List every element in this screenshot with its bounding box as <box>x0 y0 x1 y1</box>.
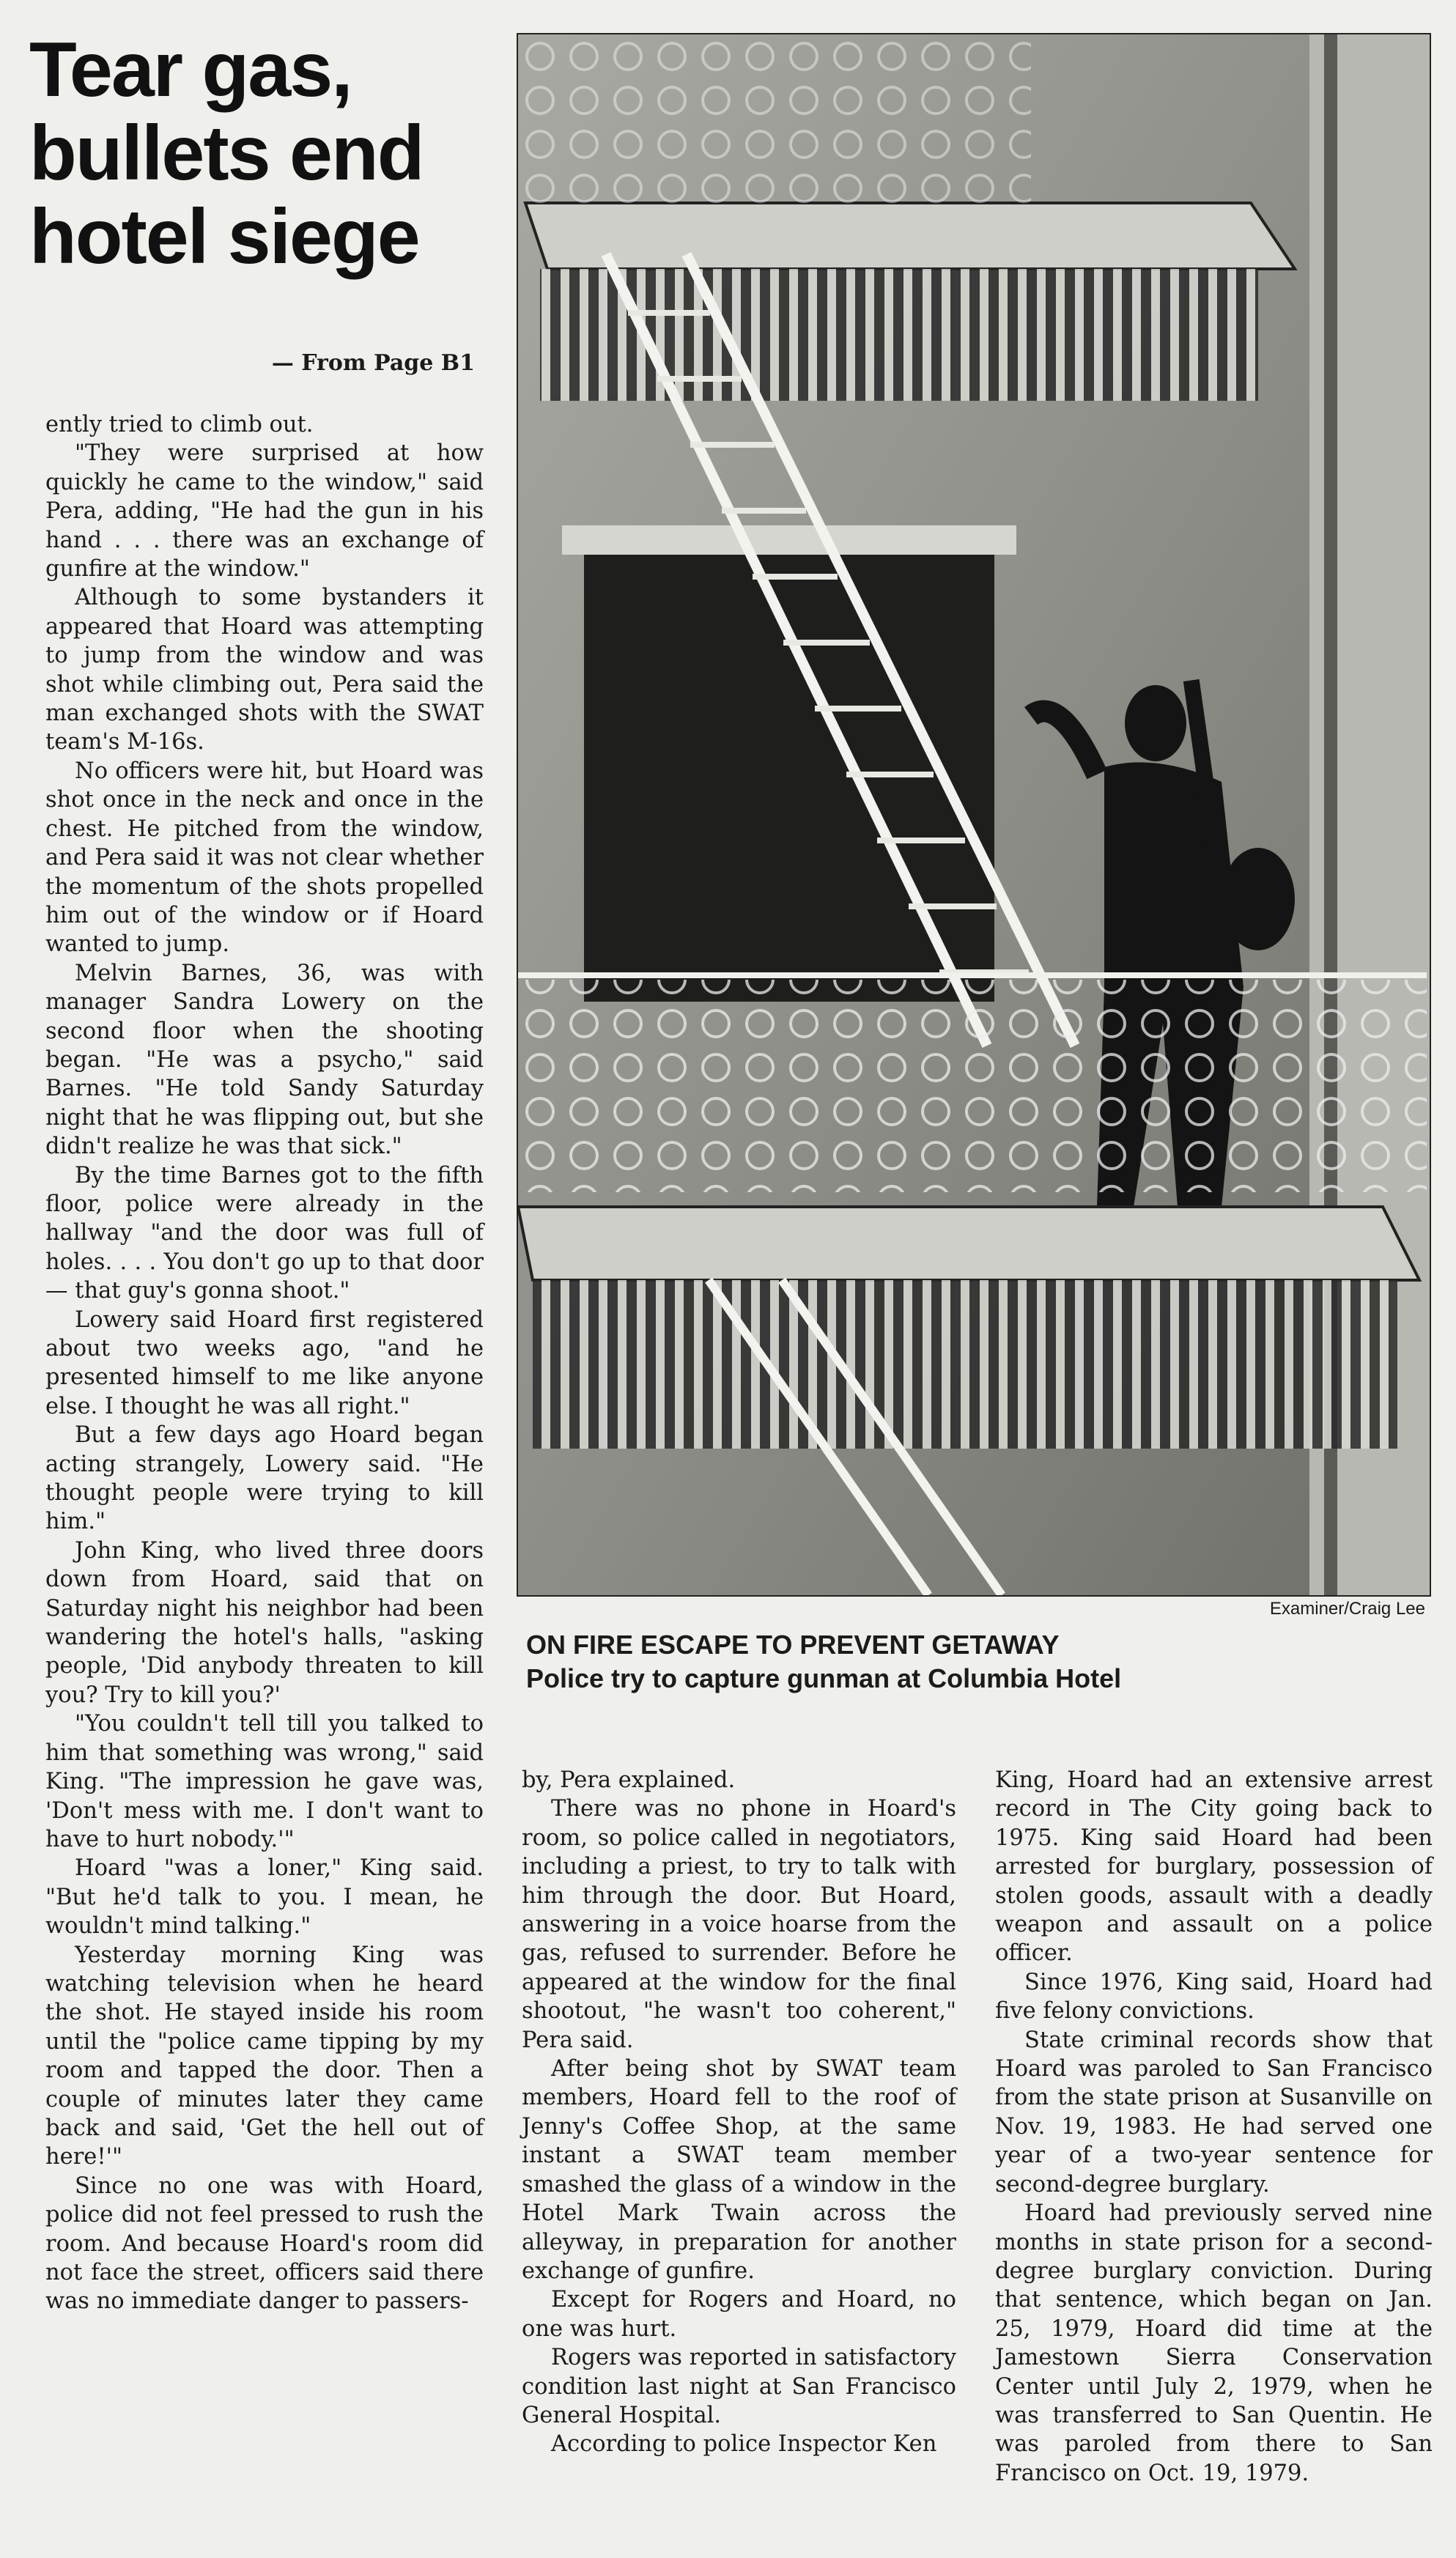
article-column-1 <box>45 410 484 2316</box>
paragraph: But a few days ago Hoard began acting strangely, Lowery said. "He thought people were trying to kill him." <box>45 1422 484 1535</box>
paragraph: Lowery said Hoard first registered about two weeks ago, "and he presented himself to me like anyone else. I thought he was all right." <box>45 1306 484 1419</box>
paragraph: ently tried to climb out. <box>45 412 314 437</box>
paragraph: Although to some bystanders it appeared that Hoard was attempting to jump from the window and was shot while climbing out, Pera said the man exchanged shots with the SWAT team's M-16s. <box>45 585 484 755</box>
paragraph: By the time Barnes got to the fifth floor, police were already in the hallway "and the door was full of holes. . . . You don't go up to that door — that guy's gonna shoot." <box>45 1162 484 1304</box>
headline-line-2: bullets end <box>29 110 424 196</box>
paragraph: "You couldn't tell till you talked to him that something was wrong," said King. "The impression he gave was, 'Don't mess with me. I don't want to have to hurt nobody.'" <box>45 1711 484 1852</box>
article-column-3 <box>995 1766 1433 2488</box>
paragraph: John King, who lived three doors down from Hoard, said that on Saturday night his neighbor had been wandering the hotel's halls, "asking people, 'Did anybody threaten to kill you? Try to kill you?' <box>45 1537 484 1708</box>
paragraph: Rogers was reported in satisfactory condition last night at San Francisco General Hospital. <box>522 2345 956 2428</box>
paragraph: Since no one was with Hoard, police did not feel pressed to rush the room. And because Hoard's room did not face the street, officers said there was no immediate danger to passers- <box>45 2173 484 2315</box>
jump-line: — From Page B1 <box>271 350 475 376</box>
paragraph: Except for Rogers and Hoard, no one was hurt. <box>522 2287 956 2342</box>
paragraph: King, Hoard had an extensive arrest record in The City going back to 1975. King said Hoard had been arrested for burglary, possession of stolen goods, assault with a deadly weapon and assault on a police officer. <box>995 1767 1433 1967</box>
fire-escape-photo-illustration <box>518 34 1430 1595</box>
paragraph: Melvin Barnes, 36, was with manager Sandra Lowery on the second floor when the shooting began. "He was a psycho," said Barnes. "He told Sandy Saturday night that he was flipping out, but she didn't realize he was that sick." <box>45 960 484 1160</box>
paragraph: Hoard "was a loner," King said. "But he'd talk to you. I mean, he wouldn't mind talking." <box>45 1855 484 1940</box>
paragraph: by, Pera explained. <box>522 1767 736 1793</box>
article-column-2 <box>522 1766 956 2459</box>
paragraph: Hoard had previously served nine months in state prison for a second-degree burglary conviction. During that sentence, which began on Jan. 25, 1979, Hoard did time at the Jamestown Sierra Conservation Center until July 2, 1979, when he was transferred to San Quentin. He was paroled from there to San Francisco on Oct. 19, 1979. <box>995 2200 1433 2486</box>
paragraph: Since 1976, King said, Hoard had five felony convictions. <box>995 1969 1433 2025</box>
paragraph: There was no phone in Hoard's room, so police called in negotiators, including a priest, to try to talk with him through the door. But Hoard, answering in a voice hoarse from the gas, refused to surrender. Before he appeared at the window for the final shootout, "he wasn't too coherent," Pera said. <box>522 1796 956 2053</box>
paragraph: No officers were hit, but Hoard was shot once in the neck and once in the chest. He pitched from the window, and Pera said it was not clear whether the momentum of the shots propelled him out of the window or if Hoard wanted to jump. <box>45 758 484 958</box>
paragraph: According to police Inspector Ken <box>551 2431 937 2458</box>
paragraph: "They were surprised at how quickly he came to the window," said Pera, adding, "He had the gun in his hand . . . there was an exchange of gunfire at the window." <box>45 440 484 583</box>
paragraph: After being shot by SWAT team members, Hoard fell to the roof of Jenny's Coffee Shop, at the same instant a SWAT team member smashed the glass of a window in the Hotel Mark Twain across the alleyway, in preparation for another exchange of gunfire. <box>522 2056 956 2284</box>
headline-line-1: Tear gas, <box>29 26 352 113</box>
paragraph: State criminal records show that Hoard was paroled to San Francisco from the state prison at Susanville on Nov. 19, 1983. He had served one year of a two-year sentence for second-degree burglary. <box>995 2027 1433 2197</box>
photo-credit: Examiner/Craig Lee <box>1269 1599 1425 1619</box>
photo-caption-title: ON FIRE ESCAPE TO PREVENT GETAWAY <box>526 1630 1060 1660</box>
headline-line-3: hotel siege <box>29 193 419 280</box>
photo-caption-subtitle: Police try to capture gunman at Columbia Hotel <box>526 1663 1122 1693</box>
paragraph: Yesterday morning King was watching television when he heard the shot. He stayed inside his room until the "police came tipping by my room and tapped the door. Then a couple of minutes later they came back and said, 'Get the hell out of here!'" <box>45 1942 484 2170</box>
headline <box>29 28 498 278</box>
news-photo <box>517 33 1431 1597</box>
